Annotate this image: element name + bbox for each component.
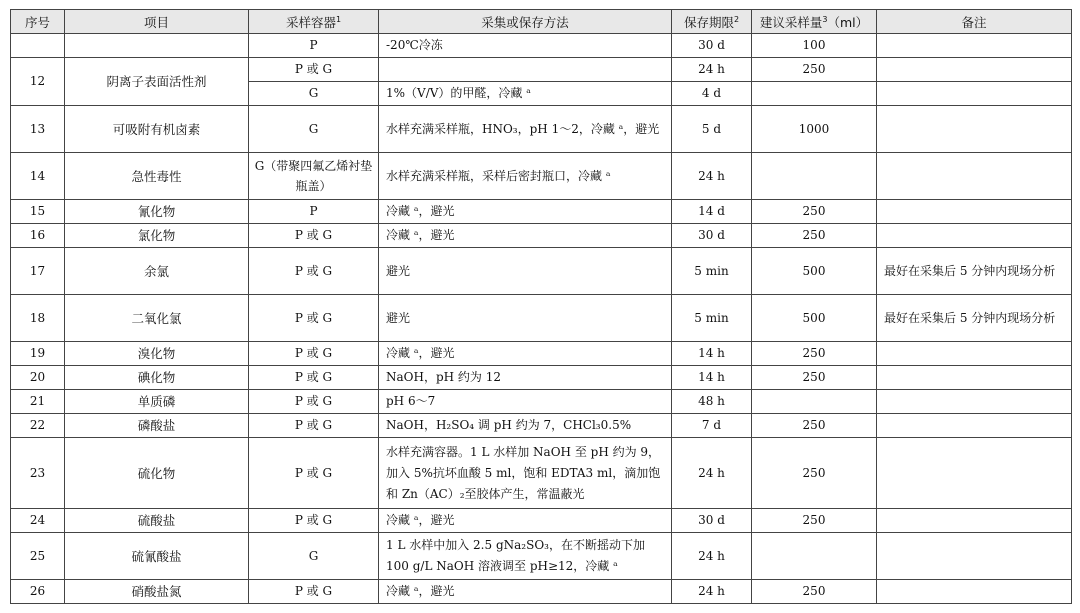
table-row (11, 580, 1072, 604)
cell-remark (877, 390, 1072, 414)
cell-no: 12 (11, 58, 65, 106)
cell-no: 22 (11, 414, 65, 438)
cell-container: P 或 G (249, 580, 379, 604)
cell-volume: 250 (752, 509, 877, 533)
cell-method: 水样充满容器。1 L 水样加 NaOH 至 pH 约为 9，加入 5%抗坏血酸 5 ml，饱和 EDTA3 ml，滴加饱和 Zn（AC）₂至胶体产生，常温蔽光 (379, 438, 672, 509)
cell-method: 1%（V/V）的甲醛，冷藏 ᵃ (379, 82, 672, 106)
cell-volume (752, 533, 877, 580)
table-wrapper (10, 9, 1072, 604)
table-row (11, 295, 1072, 342)
cell-method: 避光 (379, 248, 672, 295)
cell-period: 24 h (672, 153, 752, 200)
cell-volume: 250 (752, 438, 877, 509)
table-row (11, 390, 1072, 414)
cell-container: P 或 G (249, 438, 379, 509)
cell-remark (877, 224, 1072, 248)
cell-remark (877, 342, 1072, 366)
cell-remark (877, 82, 1072, 106)
cell-remark: 最好在采集后 5 分钟内现场分析 (877, 248, 1072, 295)
cell-volume: 250 (752, 200, 877, 224)
cell-no: 24 (11, 509, 65, 533)
header-no: 序号 (11, 10, 65, 34)
table-row (11, 153, 1072, 200)
header-remark: 备注 (877, 10, 1072, 34)
cell-remark (877, 153, 1072, 200)
cell-item: 溴化物 (65, 342, 249, 366)
cell-period: 24 h (672, 58, 752, 82)
table-row (11, 533, 1072, 580)
cell-no: 19 (11, 342, 65, 366)
cell-method: NaOH，H₂SO₄ 调 pH 约为 7，CHCl₃0.5% (379, 414, 672, 438)
cell-container: P 或 G (249, 224, 379, 248)
cell-period: 14 h (672, 342, 752, 366)
cell-container: G（带聚四氟乙烯衬垫瓶盖） (249, 153, 379, 200)
cell-volume (752, 82, 877, 106)
cell-no: 13 (11, 106, 65, 153)
cell-volume (752, 153, 877, 200)
cell-container: P (249, 200, 379, 224)
cell-volume: 250 (752, 366, 877, 390)
cell-remark (877, 509, 1072, 533)
cell-period: 30 d (672, 34, 752, 58)
cell-method: 冷藏 ᵃ，避光 (379, 224, 672, 248)
cell-no: 15 (11, 200, 65, 224)
cell-period: 24 h (672, 438, 752, 509)
cell-period: 48 h (672, 390, 752, 414)
cell-remark: 最好在采集后 5 分钟内现场分析 (877, 295, 1072, 342)
cell-no (11, 34, 65, 58)
cell-item: 可吸附有机卤素 (65, 106, 249, 153)
cell-no: 17 (11, 248, 65, 295)
cell-remark (877, 200, 1072, 224)
cell-remark (877, 414, 1072, 438)
cell-item: 硝酸盐氮 (65, 580, 249, 604)
cell-no: 25 (11, 533, 65, 580)
cell-container: G (249, 533, 379, 580)
cell-method: 水样充满采样瓶，HNO₃，pH 1～2，冷藏 ᵃ，避光 (379, 106, 672, 153)
cell-no: 16 (11, 224, 65, 248)
cell-remark (877, 580, 1072, 604)
cell-method: 冷藏 ᵃ，避光 (379, 580, 672, 604)
cell-item: 磷酸盐 (65, 414, 249, 438)
cell-container: P (249, 34, 379, 58)
cell-no: 21 (11, 390, 65, 414)
cell-method: 冷藏 ᵃ，避光 (379, 342, 672, 366)
table-row (11, 34, 1072, 58)
cell-period: 24 h (672, 533, 752, 580)
cell-container: P 或 G (249, 342, 379, 366)
cell-period: 5 min (672, 295, 752, 342)
header-item: 项目 (65, 10, 249, 34)
cell-no: 23 (11, 438, 65, 509)
cell-period: 7 d (672, 414, 752, 438)
cell-method: 冷藏 ᵃ，避光 (379, 200, 672, 224)
table-row (11, 248, 1072, 295)
cell-period: 30 d (672, 509, 752, 533)
cell-item: 氯化物 (65, 224, 249, 248)
cell-method: pH 6～7 (379, 390, 672, 414)
cell-method: NaOH，pH 约为 12 (379, 366, 672, 390)
cell-item: 硫化物 (65, 438, 249, 509)
header-container: 采样容器$^1$ (249, 10, 379, 34)
cell-volume: 250 (752, 414, 877, 438)
cell-period: 5 min (672, 248, 752, 295)
table-row (11, 200, 1072, 224)
cell-container: G (249, 106, 379, 153)
table-row (11, 366, 1072, 390)
header-period: 保存期限$^2$ (672, 10, 752, 34)
cell-period: 14 h (672, 366, 752, 390)
table-row (11, 438, 1072, 509)
cell-item: 氰化物 (65, 200, 249, 224)
cell-volume: 100 (752, 34, 877, 58)
cell-container: P 或 G (249, 509, 379, 533)
cell-item: 硫酸盐 (65, 509, 249, 533)
header-volume: 建议采样量$^3$（ml） (752, 10, 877, 34)
cell-volume: 250 (752, 342, 877, 366)
cell-volume (752, 390, 877, 414)
cell-item: 单质磷 (65, 390, 249, 414)
cell-container: P 或 G (249, 58, 379, 82)
cell-period: 30 d (672, 224, 752, 248)
cell-period: 24 h (672, 580, 752, 604)
table-row (11, 224, 1072, 248)
cell-item: 急性毒性 (65, 153, 249, 200)
cell-container: P 或 G (249, 295, 379, 342)
table-row (11, 414, 1072, 438)
cell-period: 5 d (672, 106, 752, 153)
cell-volume: 500 (752, 295, 877, 342)
header-method: 采集或保存方法 (379, 10, 672, 34)
cell-item: 二氧化氯 (65, 295, 249, 342)
cell-method: 1 L 水样中加入 2.5 gNa₂SO₃，在不断摇动下加 100 g/L NaOH 溶液调至 pH≥12，冷藏 ᵃ (379, 533, 672, 580)
cell-remark (877, 58, 1072, 82)
cell-item (65, 34, 249, 58)
cell-method: 避光 (379, 295, 672, 342)
cell-method: -20℃冷冻 (379, 34, 672, 58)
cell-period: 4 d (672, 82, 752, 106)
cell-volume: 1000 (752, 106, 877, 153)
cell-container: P 或 G (249, 366, 379, 390)
cell-no: 20 (11, 366, 65, 390)
cell-remark (877, 34, 1072, 58)
cell-method (379, 58, 672, 82)
cell-remark (877, 533, 1072, 580)
cell-period: 14 d (672, 200, 752, 224)
cell-item: 余氯 (65, 248, 249, 295)
cell-method: 水样充满采样瓶，采样后密封瓶口，冷藏 ᵃ (379, 153, 672, 200)
cell-remark (877, 106, 1072, 153)
cell-method: 冷藏 ᵃ，避光 (379, 509, 672, 533)
cell-volume: 250 (752, 224, 877, 248)
cell-item: 阴离子表面活性剂 (65, 58, 249, 106)
header-row (11, 10, 1072, 34)
cell-container: G (249, 82, 379, 106)
sampling-table (10, 9, 1072, 604)
cell-remark (877, 366, 1072, 390)
cell-item: 硫氰酸盐 (65, 533, 249, 580)
cell-container: P 或 G (249, 248, 379, 295)
cell-volume: 500 (752, 248, 877, 295)
table-row (11, 106, 1072, 153)
table-row (11, 342, 1072, 366)
cell-volume: 250 (752, 58, 877, 82)
cell-remark (877, 438, 1072, 509)
cell-item: 碘化物 (65, 366, 249, 390)
cell-container: P 或 G (249, 414, 379, 438)
table-row (11, 509, 1072, 533)
cell-no: 18 (11, 295, 65, 342)
cell-container: P 或 G (249, 390, 379, 414)
table-row (11, 58, 1072, 82)
cell-volume: 250 (752, 580, 877, 604)
cell-no: 26 (11, 580, 65, 604)
cell-no: 14 (11, 153, 65, 200)
